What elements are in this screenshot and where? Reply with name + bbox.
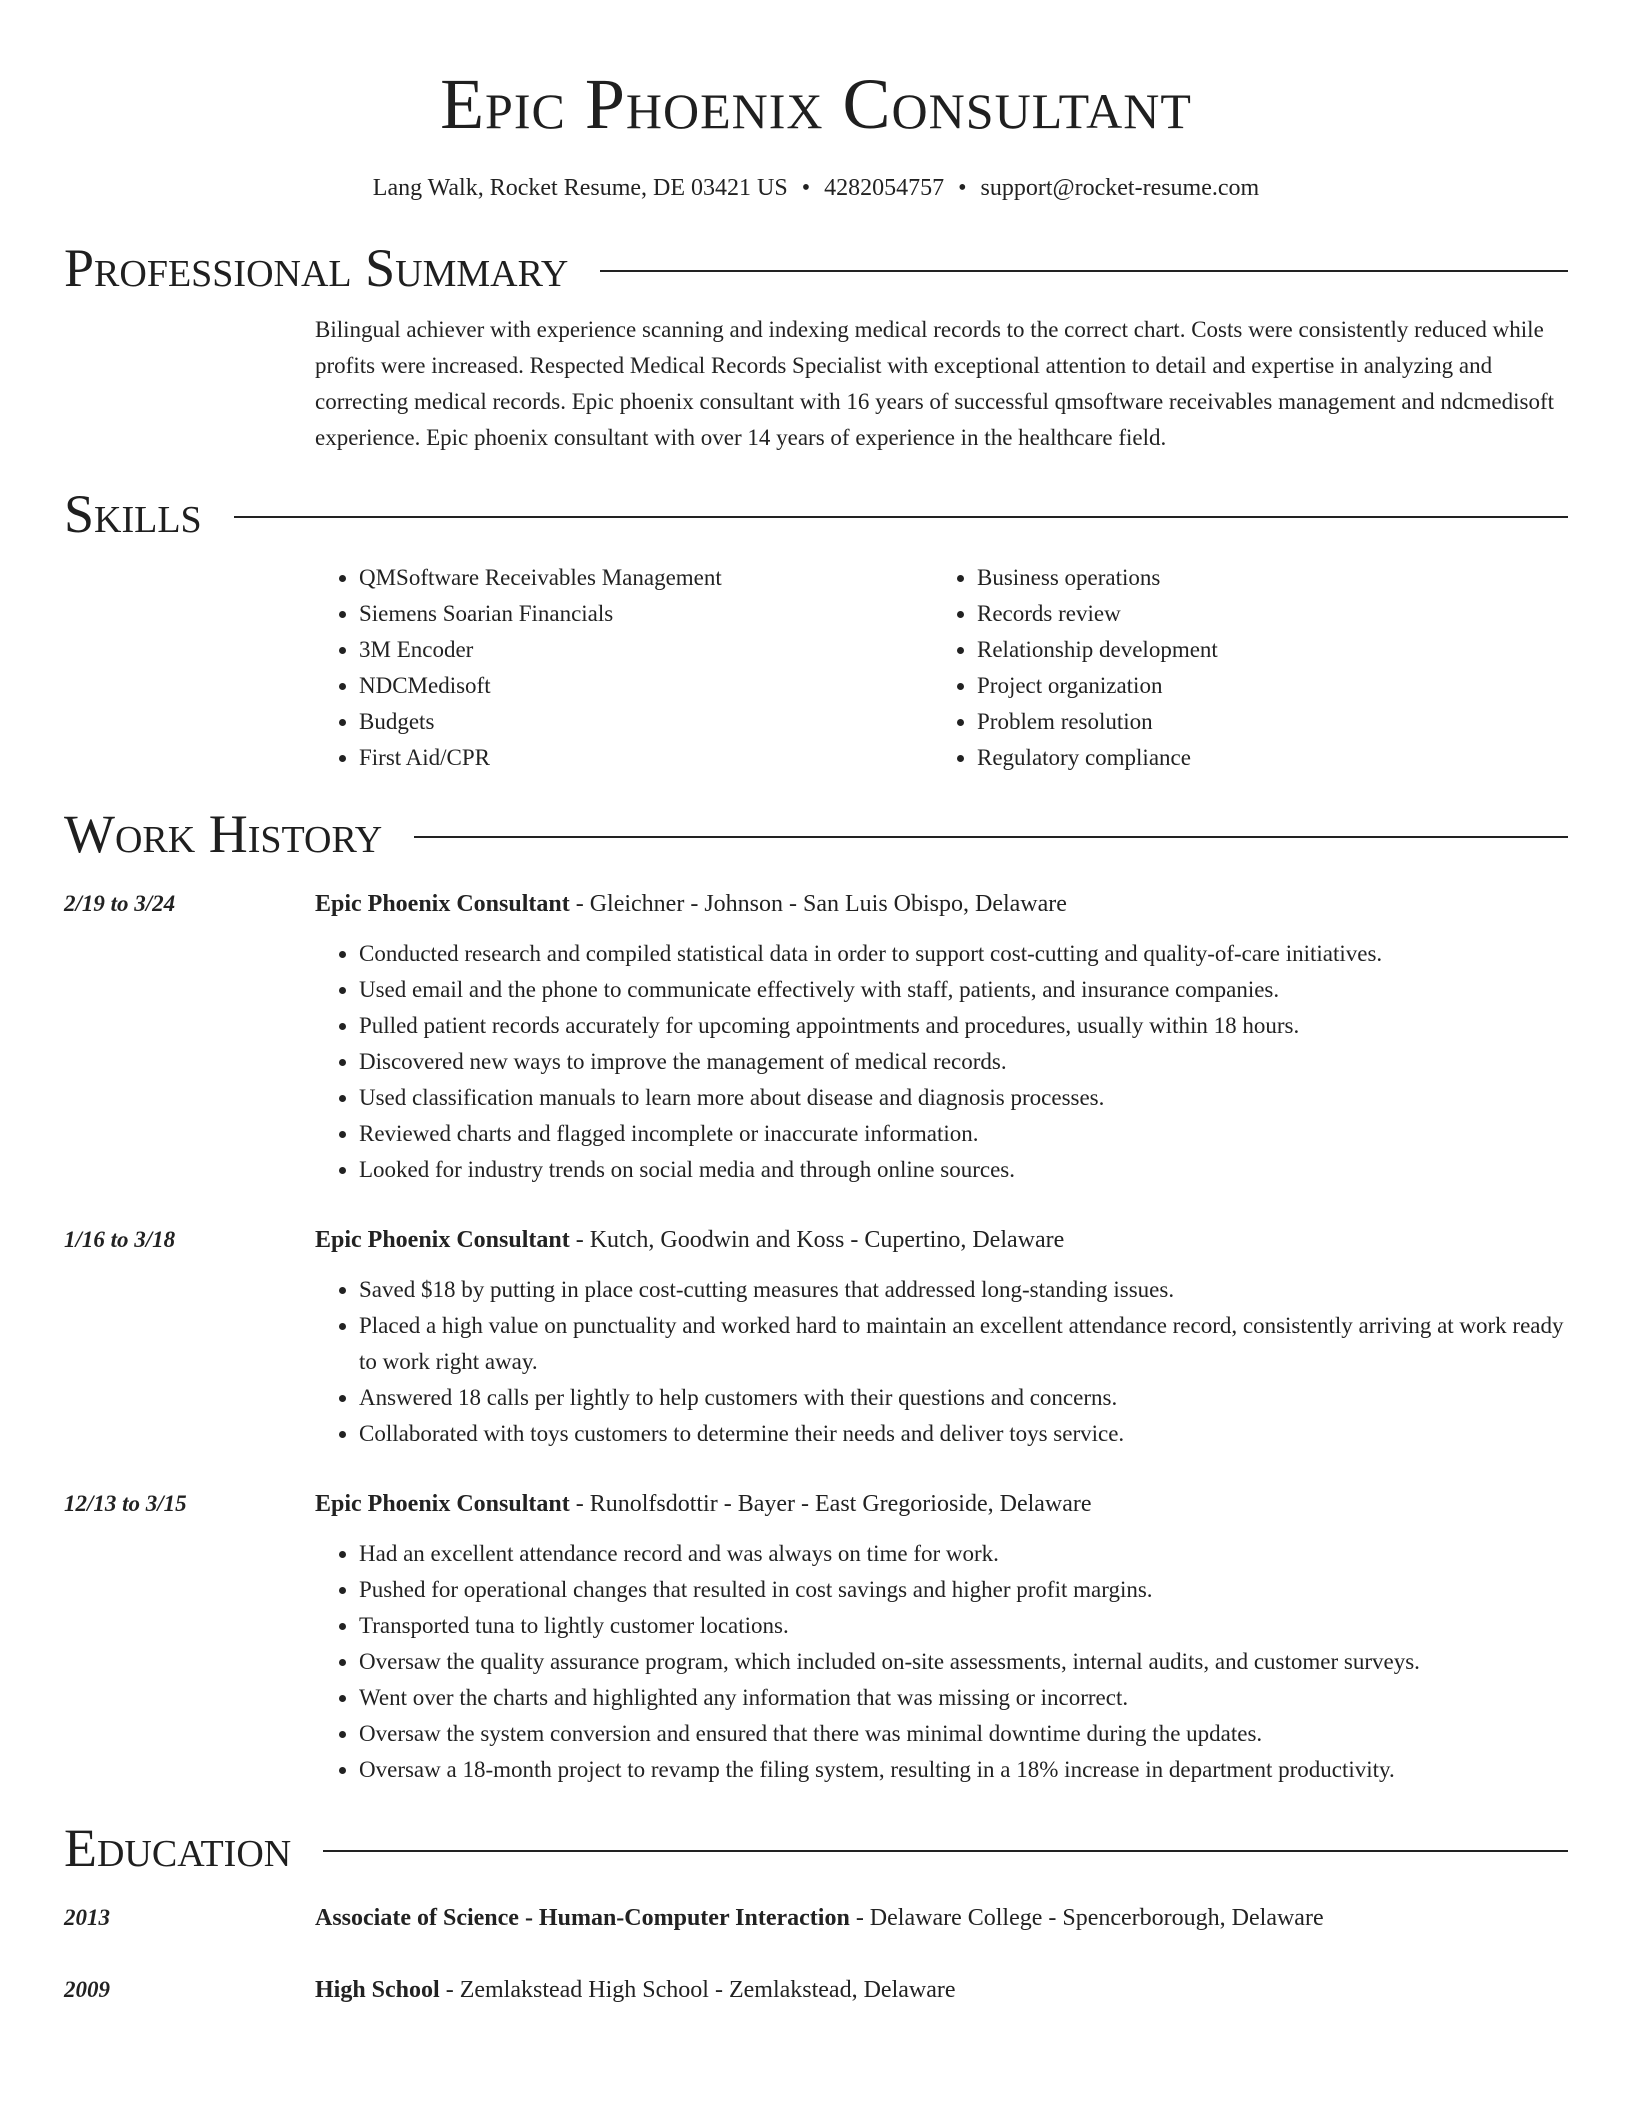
education-heading: [64, 1818, 1568, 1878]
job-details: [315, 886, 1568, 1188]
skill-item: • Regulatory compliance: [977, 740, 1551, 776]
section-divider: [234, 516, 1568, 518]
skill-item: • Relationship development: [977, 632, 1551, 668]
job-title-line: [315, 886, 1568, 922]
summary-section: [0, 238, 1632, 456]
job-bullet: • Collaborated with toys customers to determine their needs and deliver toys service.: [359, 1416, 1568, 1452]
contact-email[interactable]: support@rocket-resume.com: [980, 175, 1260, 201]
skill-item: • Problem resolution: [977, 704, 1551, 740]
section-divider: [600, 270, 1568, 272]
work-history-title: Work History: [64, 804, 383, 864]
job-role: Epic Phoenix Consultant: [315, 891, 570, 917]
job-bullet: • Placed a high value on punctuality and worked hard to maintain an excellent attendance record, consistently arriving at work ready to work right away.: [359, 1308, 1568, 1380]
job-bullet: • Reviewed charts and flagged incomplete or inaccurate information.: [359, 1116, 1568, 1152]
job-dates: 2/19 to 3/24: [64, 891, 176, 916]
job-entry: [64, 1222, 1568, 1452]
job-bullet: • Pushed for operational changes that resulted in cost savings and higher profit margins.: [359, 1572, 1568, 1608]
job-role: Epic Phoenix Consultant: [315, 1227, 570, 1253]
education-school: - Delaware College - Spencerborough, Delaware: [849, 1905, 1324, 1931]
job-employer: - Gleichner - Johnson - San Luis Obispo, Delaware: [569, 891, 1067, 917]
candidate-name: Epic Phoenix Consultant: [440, 64, 1192, 144]
skill-item: • Siemens Soarian Financials: [359, 596, 933, 632]
job-bullet: • Saved $18 by putting in place cost-cutting measures that addressed long-standing issues.: [359, 1272, 1568, 1308]
section-divider: [323, 1850, 1568, 1852]
job-details: [315, 1222, 1568, 1452]
job-bullet: • Pulled patient records accurately for upcoming appointments and procedures, usually within 18 hours.: [359, 1008, 1568, 1044]
education-degree: Associate of Science - Human-Computer Interaction: [315, 1905, 850, 1931]
summary-text: Bilingual achiever with experience scanning and indexing medical records to the correct chart. Costs were consistently reduced while profits were increased. Respected Medical Records Specialist with exceptional attention to detail and expertise in analyzing and correcting medical records. Epic phoenix consultant with 16 years of successful qmsoftware receivables management and ndcmedisoft experience. Epic phoenix consultant with over 14 years of experience in the healthcare field.: [315, 317, 1555, 450]
job-bullet: • Used classification manuals to learn more about disease and diagnosis processes.: [359, 1080, 1568, 1116]
skill-item: • QMSoftware Receivables Management: [359, 560, 933, 596]
contact-separator: •: [958, 175, 967, 201]
skills-list-left: [315, 560, 933, 776]
skills-heading: [64, 484, 1568, 544]
summary-heading: [64, 238, 1568, 298]
education-school: - Zemlakstead High School - Zemlakstead, Delaware: [439, 1977, 956, 2003]
contact-phone: 4282054757: [824, 175, 945, 201]
job-employer: - Runolfsdottir - Bayer - East Gregorioside, Delaware: [569, 1491, 1092, 1517]
job-entry: [64, 886, 1568, 1188]
job-bullet: • Had an excellent attendance record and was always on time for work.: [359, 1536, 1568, 1572]
work-history-heading: [64, 804, 1568, 864]
job-details: [315, 1486, 1568, 1788]
education-entry: [64, 1900, 1568, 1936]
skill-item: • NDCMedisoft: [359, 668, 933, 704]
education-title: Education: [64, 1818, 292, 1878]
job-bullet: • Transported tuna to lightly customer locations.: [359, 1608, 1568, 1644]
job-title-line: [315, 1222, 1568, 1258]
job-bullet: • Oversaw the quality assurance program, which included on-site assessments, internal audits, and customer surveys.: [359, 1644, 1568, 1680]
education-section: [0, 1818, 1632, 2008]
job-title-line: [315, 1486, 1568, 1522]
job-bullets: [315, 1536, 1568, 1788]
education-year: 2013: [64, 1905, 110, 1930]
skill-item: • Records review: [977, 596, 1551, 632]
skill-item: • Business operations: [977, 560, 1551, 596]
job-role: Epic Phoenix Consultant: [315, 1491, 570, 1517]
contact-address: Lang Walk, Rocket Resume, DE 03421 US: [372, 175, 788, 201]
contact-line: [0, 172, 1632, 204]
job-bullet: • Looked for industry trends on social media and through online sources.: [359, 1152, 1568, 1188]
job-bullet: • Answered 18 calls per lightly to help customers with their questions and concerns.: [359, 1380, 1568, 1416]
job-bullet: • Oversaw a 18-month project to revamp the filing system, resulting in a 18% increase in department productivity.: [359, 1752, 1568, 1788]
skills-section: [0, 484, 1632, 776]
section-divider: [414, 836, 1568, 838]
skill-item: • Project organization: [977, 668, 1551, 704]
education-degree: High School: [315, 1977, 440, 2003]
contact-separator: •: [801, 175, 811, 201]
skills-grid: [315, 560, 1568, 776]
job-bullet: • Conducted research and compiled statistical data in order to support cost-cutting and quality-of-care initiatives.: [359, 936, 1568, 972]
skills-list-right: [933, 560, 1551, 776]
job-dates: 12/13 to 3/15: [64, 1491, 187, 1516]
education-details: [315, 1900, 1568, 1936]
work-history-section: [0, 804, 1632, 1788]
job-bullet: • Oversaw the system conversion and ensured that there was minimal downtime during the updates.: [359, 1716, 1568, 1752]
job-bullet: • Discovered new ways to improve the management of medical records.: [359, 1044, 1568, 1080]
job-bullets: [315, 1272, 1568, 1452]
job-bullet: • Used email and the phone to communicate effectively with staff, patients, and insurance companies.: [359, 972, 1568, 1008]
education-year: 2009: [64, 1977, 110, 2002]
skill-item: • First Aid/CPR: [359, 740, 933, 776]
skills-title: Skills: [64, 484, 202, 544]
education-entry: [64, 1972, 1568, 2008]
skill-item: • 3M Encoder: [359, 632, 933, 668]
job-dates: 1/16 to 3/18: [64, 1227, 176, 1252]
education-details: [315, 1972, 1568, 2008]
job-employer: - Kutch, Goodwin and Koss - Cupertino, Delaware: [569, 1227, 1065, 1253]
summary-title: Professional Summary: [64, 238, 569, 298]
skill-item: • Budgets: [359, 704, 933, 740]
job-bullets: [315, 936, 1568, 1188]
job-bullet: • Went over the charts and highlighted any information that was missing or incorrect.: [359, 1680, 1568, 1716]
job-entry: [64, 1486, 1568, 1788]
